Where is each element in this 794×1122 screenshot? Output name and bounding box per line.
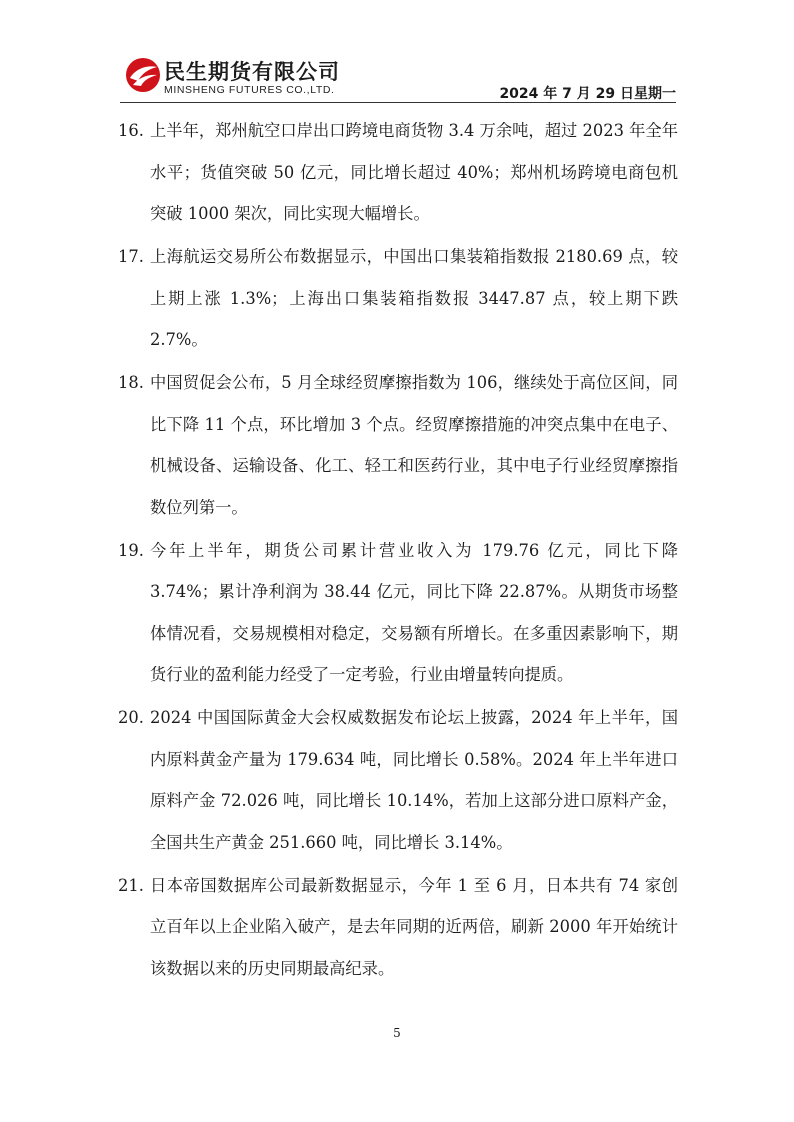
- minsheng-logo-icon: [124, 56, 162, 98]
- news-item: [118, 236, 678, 361]
- item-number: 16.: [118, 121, 144, 140]
- page-header: [120, 54, 676, 104]
- report-date: 2024 年 7 月 29 日星期一: [499, 86, 676, 102]
- item-number: 20.: [118, 708, 144, 727]
- item-number: 18.: [118, 373, 144, 392]
- item-text: 上半年，郑州航空口岸出口跨境电商货物 3.4 万余吨，超过 2023 年全年水平；货值突破 50 亿元，同比增长超过 40%；郑州机场跨境电商包机突破 1000 架次，同比实现大幅增长。: [150, 121, 678, 223]
- company-name-en: MINSHENG FUTURES CO.,LTD.: [164, 84, 335, 96]
- header-divider: [120, 102, 676, 103]
- news-item: [118, 697, 678, 863]
- page-number: 5: [393, 1026, 401, 1040]
- item-text: 2024 中国国际黄金大会权威数据发布论坛上披露，2024 年上半年，国内原料黄金产量为 179.634 吨，同比增长 0.58%。2024 年上半年进口原料产金 72.026 吨，同比增长 10.14%，若加上这部分进口原料产金，全国共生产黄金 251.660 吨，同比增长 3.14%。: [150, 708, 678, 852]
- news-item: [118, 362, 678, 528]
- news-item: [118, 865, 678, 990]
- item-text: 中国贸促会公布，5 月全球经贸摩擦指数为 106，继续处于高位区间，同比下降 11 个点，环比增加 3 个点。经贸摩擦措施的冲突点集中在电子、机械设备、运输设备、化工、轻工和医药行业，其中电子行业经贸摩擦指数位列第一。: [150, 373, 678, 517]
- item-number: 17.: [118, 247, 144, 266]
- news-item: [118, 110, 678, 235]
- item-number: 21.: [118, 875, 144, 895]
- company-name-cn: 民生期货有限公司: [164, 60, 340, 84]
- news-list: [118, 110, 678, 991]
- news-item: [118, 530, 678, 696]
- item-number: 19.: [118, 540, 144, 560]
- item-text: 日本帝国数据库公司最新数据显示，今年 1 至 6 月，日本共有 74 家创立百年以上企业陷入破产，是去年同期的近两倍，刷新 2000 年开始统计该数据以来的历史同期最高纪录。: [150, 875, 678, 978]
- item-text: 今年上半年，期货公司累计营业收入为 179.76 亿元，同比下降 3.74%；累计净利润为 38.44 亿元，同比下降 22.87%。从期货市场整体情况看，交易规模相对稳定，交易额有所增长。在多重因素影响下，期货行业的盈利能力经受了一定考验，行业由增量转向提质。: [150, 540, 678, 684]
- item-text: 上海航运交易所公布数据显示，中国出口集装箱指数报 2180.69 点，较上期上涨 1.3%；上海出口集装箱指数报 3447.87 点，较上期下跌 2.7%。: [150, 247, 678, 349]
